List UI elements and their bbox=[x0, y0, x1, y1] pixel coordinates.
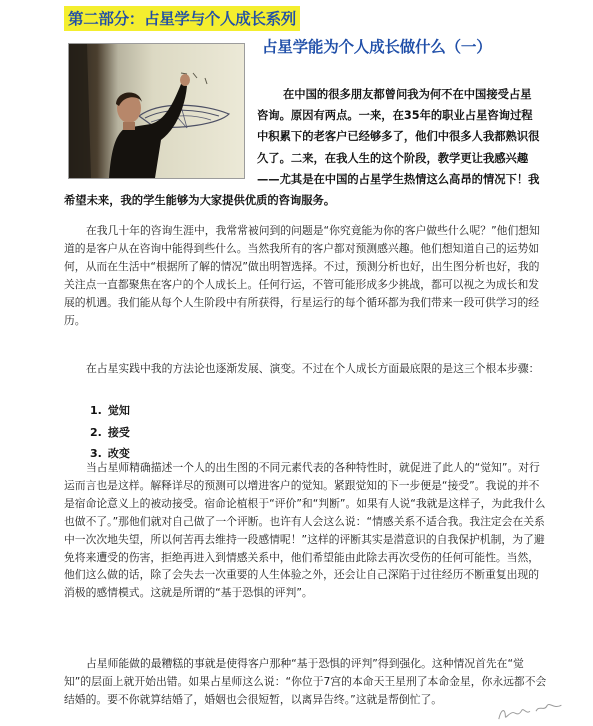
step-label: 接受 bbox=[107, 425, 130, 439]
photo-wrap-space bbox=[64, 84, 257, 190]
step-label: 改变 bbox=[107, 447, 130, 460]
body-paragraph: 在我几十年的咨询生涯中，我常常被问到的问题是“你究竟能为你的客户做些什么呢？”他们想知道的是客户从在咨询中能得到些什么。当然我所有的客户都对预测感兴趣。他们想知道自己的运势如何，从而在生活中“根据所了解的情况”做出明智选择。不过，预测分析也好，出生图分析也好，我的关注点一直都聚焦在客户的个人成长上。任何行运，不管可能形成多少挑战，都可以视之为成长和发展的机遇。我们能从每个人生阶段中有所获得，行星运行的每个循环都为我们带来一段可供学习的经历。 bbox=[64, 224, 540, 327]
body-paragraph: 占星师能做的最糟糕的事就是使得客户那种“基于恐惧的评判”得到强化。这种情况首先在“觉知”的层面上就开始出错。如果占星师这么说：“你位于7宫的本命天王星刑了本命金星，你永远都不会结婚的。要不你就算结婚了，婚姻也会很短暂，以离异告终。”这就是帮倒忙了。 bbox=[64, 657, 547, 706]
intro-paragraph bbox=[64, 84, 542, 211]
list-item bbox=[90, 400, 130, 422]
steps-list bbox=[90, 400, 130, 465]
step-label: 觉知 bbox=[107, 404, 130, 417]
intro-text: 在中国的很多朋友都曾问我为何不在中国接受占星咨询。原因有两点。一来，在35年的职业占星咨询过程中积累下的老客户已经够多了，他们中很多人我都熟识很久了。二来，在我人生的这个阶段，教学更让我感兴趣——尤其是在中国的占星学生热情这么高昂的情况下！我希望未来，我的学生能够为大家提供优质的咨询服务。 bbox=[64, 88, 540, 208]
section-banner: 第二部分：占星学与个人成长系列 bbox=[64, 6, 300, 31]
body-paragraph: 在占星实践中我的方法论也逐渐发展、演变。不过在个人成长方面最底限的是这三个根本步骤： bbox=[86, 362, 540, 375]
list-item bbox=[90, 422, 130, 444]
step-number: 3. bbox=[90, 447, 102, 460]
body-paragraph: 当占星师精确描述一个人的出生图的不同元素代表的各种特性时，就促进了此人的“觉知”。对行运而言也是这样。解释详尽的预测可以增进客户的觉知。紧跟觉知的下一步便是“接受”。我说的并不是宿命论意义上的被动接受。宿命论植根于“评价”和“判断”。如果有人说“我就是这样子，为此我什么也做不了。”那他们就对自己做了一个评断。也许有人会这么说：“情感关系不适合我。我注定会在关系中一次次地失望，所以何苦再去维持一段感情呢！”这样的评断其实是潜意识的自我保护机制，为了避免将来遭受的伤害，拒绝再进入到情感关系中，他们希望能由此除去再次受伤的任何可能性。当然，他们这么做的话，除了会失去一次重要的人生体验之外，还会让自己深陷于过往经历不断重复出现的消极的感情模式。这就是所谓的“基于恐惧的评判”。 bbox=[64, 461, 546, 600]
step-number: 2. bbox=[90, 425, 102, 439]
article-title: 占星学能为个人成长做什么（一） bbox=[262, 38, 492, 56]
step-number: 1. bbox=[90, 404, 102, 417]
